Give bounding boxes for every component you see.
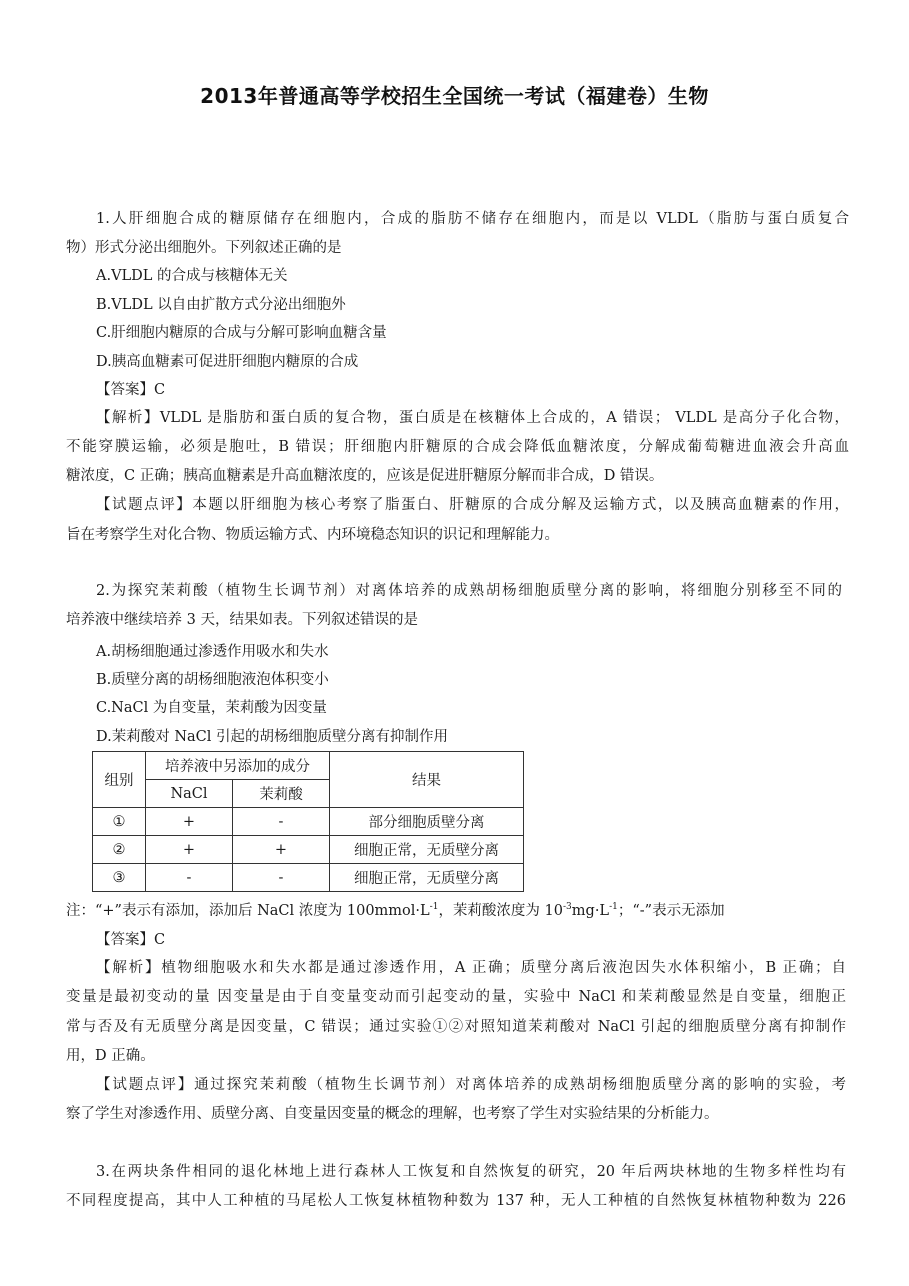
q3-stem-line2: 不同程度提高，其中人工种植的马尾松人工恢复林植物种数为 137 种，无人工种植的自然恢复林植物种数为 226 (66, 1193, 846, 1209)
cell-group: ① (93, 808, 146, 836)
table-header-nacl: NaCl (146, 780, 233, 808)
note-part-b: ，茉莉酸浓度为 10 (438, 903, 563, 919)
cell-result: 细胞正常，无质壁分离 (330, 836, 524, 864)
cell-nacl: - (146, 864, 233, 892)
q1-option-c: C.肝细胞内糖原的合成与分解可影响血糖含量 (96, 325, 387, 341)
q1-stem-line2: 物）形式分泌出细胞外。下列叙述正确的是 (66, 240, 342, 256)
cell-nacl: + (146, 836, 233, 864)
note-sup-1: -1 (429, 902, 439, 913)
cell-jasmonic: + (233, 836, 330, 864)
table-row (93, 864, 524, 892)
note-part-a: 注：“+”表示有添加，添加后 NaCl 浓度为 100mmol·L (66, 903, 430, 919)
table-header-added: 培养液中另添加的成分 (146, 752, 330, 780)
q1-analysis-line3: 糖浓度，C 正确；胰高血糖素是升高血糖浓度的，应该是促进肝糖原分解而非合成，D 错误。 (66, 468, 664, 484)
q2-comment-line2: 察了学生对渗透作用、质壁分离、自变量因变量的概念的理解，也考察了学生对实验结果的分析能力。 (66, 1106, 719, 1122)
results-table (92, 751, 524, 892)
q2-analysis-line1: 【解析】植物细胞吸水和失水都是通过渗透作用，A 正确；质壁分离后液泡因失水体积缩小，B 正确；自 (96, 960, 846, 976)
cell-result: 部分细胞质壁分离 (330, 808, 524, 836)
q2-option-b: B.质壁分离的胡杨细胞液泡体积变小 (96, 672, 329, 688)
q2-analysis-line2: 变量是最初变动的量 因变量是由于自变量变动而引起变动的量，实验中 NaCl 和茉莉酸显然是自变量，细胞正 (66, 989, 846, 1005)
table-header-jasmonic: 茉莉酸 (233, 780, 330, 808)
note-part-c: mg·L (571, 903, 610, 919)
note-sup-3: -1 (609, 902, 618, 913)
table-note (66, 901, 725, 921)
q1-answer: 【答案】C (96, 382, 166, 398)
q2-option-d: D.茉莉酸对 NaCl 引起的胡杨细胞质壁分离有抑制作用 (96, 729, 448, 745)
cell-group: ② (93, 836, 146, 864)
q1-analysis-line2: 不能穿膜运输，必须是胞吐，B 错误；肝细胞内肝糖原的合成会降低血糖浓度，分解成葡萄糖进血液会升高血 (66, 439, 849, 455)
q2-stem-line2: 培养液中继续培养 3 天，结果如表。下列叙述错误的是 (66, 612, 418, 628)
note-part-d: ；“-”表示无添加 (617, 903, 725, 919)
q2-analysis-line4: 用，D 正确。 (66, 1048, 155, 1064)
cell-jasmonic: - (233, 864, 330, 892)
cell-group: ③ (93, 864, 146, 892)
q2-option-c: C.NaCl 为自变量，茉莉酸为因变量 (96, 700, 327, 716)
q2-option-a: A.胡杨细胞通过渗透作用吸水和失水 (96, 644, 329, 660)
cell-result: 细胞正常，无质壁分离 (330, 864, 524, 892)
q2-answer: 【答案】C (96, 932, 166, 948)
q2-stem-line1: 2.为探究茉莉酸（植物生长调节剂）对离体培养的成熟胡杨细胞质壁分离的影响，将细胞分别移至不同的 (96, 583, 842, 599)
q2-analysis-line3: 常与否及有无质壁分离是因变量，C 错误；通过实验①②对照知道茉莉酸对 NaCl 引起的细胞质壁分离有抑制作 (66, 1019, 846, 1035)
q1-comment-line1: 【试题点评】本题以肝细胞为核心考察了脂蛋白、肝糖原的合成分解及运输方式，以及胰高血糖素的作用， (96, 497, 849, 513)
q1-option-b: B.VLDL 以自由扩散方式分泌出细胞外 (96, 297, 346, 313)
table-header-group: 组别 (93, 752, 146, 808)
q1-stem-line1: 1.人肝细胞合成的糖原储存在细胞内，合成的脂肪不储存在细胞内，而是以 VLDL（脂肪与蛋白质复合 (96, 211, 849, 227)
cell-nacl: + (146, 808, 233, 836)
q1-option-d: D.胰高血糖素可促进肝细胞内糖原的合成 (96, 354, 359, 370)
note-sup-2: -3 (563, 902, 572, 913)
q1-analysis-line1: 【解析】VLDL 是脂肪和蛋白质的复合物，蛋白质是在核糖体上合成的，A 错误； VLDL 是高分子化合物， (96, 410, 849, 426)
q1-option-a: A.VLDL 的合成与核糖体无关 (96, 268, 288, 284)
table-row (93, 808, 524, 836)
page-title: 2013年普通高等学校招生全国统一考试（福建卷）生物 (200, 84, 709, 108)
q3-stem-line1: 3.在两块条件相同的退化林地上进行森林人工恢复和自然恢复的研究，20 年后两块林地的生物多样性均有 (96, 1164, 846, 1180)
table-header-result: 结果 (330, 752, 524, 808)
cell-jasmonic: - (233, 808, 330, 836)
table-row (93, 836, 524, 864)
q1-comment-line2: 旨在考察学生对化合物、物质运输方式、内环境稳态知识的识记和理解能力。 (66, 527, 559, 543)
q2-comment-line1: 【试题点评】通过探究茉莉酸（植物生长调节剂）对离体培养的成熟胡杨细胞质壁分离的影响的实验，考 (96, 1077, 846, 1093)
